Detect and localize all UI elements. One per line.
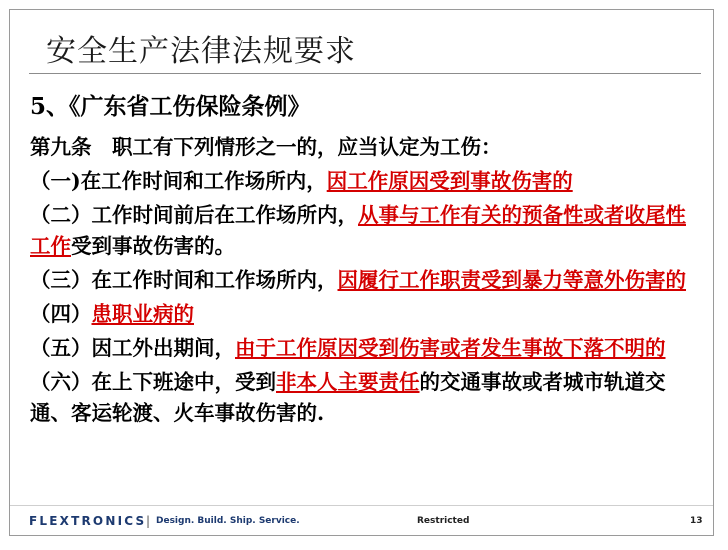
list-item bbox=[30, 333, 690, 364]
classification-label: Restricted bbox=[417, 516, 470, 526]
list-item bbox=[30, 367, 690, 429]
item-prefix: （二）工作时间前后在工作场所内， bbox=[30, 203, 358, 227]
company-logo: FLEXTRONICS bbox=[29, 514, 147, 528]
item-prefix: （四） bbox=[30, 302, 92, 326]
item-highlight: 非本人主要责任 bbox=[276, 370, 420, 394]
list-item bbox=[30, 265, 690, 296]
title-divider bbox=[29, 73, 701, 74]
item-highlight: 由于工作原因受到伤害或者发生事故下落不明的 bbox=[235, 336, 666, 360]
article-body bbox=[30, 132, 690, 432]
item-suffix: 的交通事故或者城市轨道交通、客运轮渡、火车事故伤害的. bbox=[30, 370, 666, 425]
company-tagline: Design. Build. Ship. Service. bbox=[156, 516, 300, 526]
footer-separator: | bbox=[146, 514, 151, 528]
list-item bbox=[30, 299, 690, 330]
regulation-heading: 5、《广东省工伤保险条例》 bbox=[30, 93, 311, 120]
item-highlight: 因工作原因受到事故伤害的 bbox=[326, 169, 573, 193]
item-highlight: 因履行工作职责受到暴力等意外伤害的 bbox=[337, 268, 686, 292]
list-item bbox=[30, 200, 690, 262]
item-highlight: 从事与工作有关的预备性或者收尾性工作 bbox=[30, 203, 686, 258]
item-suffix: 受到事故伤害的。 bbox=[71, 234, 235, 258]
footer-divider bbox=[10, 505, 713, 506]
page-number: 13 bbox=[690, 516, 703, 526]
footer bbox=[0, 514, 728, 530]
item-prefix: （三）在工作时间和工作场所内， bbox=[30, 268, 338, 292]
item-highlight: 患职业病的 bbox=[91, 302, 194, 326]
item-prefix: （一)在工作时间和工作场所内， bbox=[30, 169, 327, 193]
item-prefix: （六）在上下班途中，受到 bbox=[30, 370, 276, 394]
item-prefix: （五）因工外出期间， bbox=[30, 336, 235, 360]
list-item bbox=[30, 166, 690, 197]
slide-title: 安全生产法律法规要求 bbox=[46, 34, 356, 69]
article-intro: 第九条 职工有下列情形之一的，应当认定为工伤： bbox=[30, 135, 502, 159]
